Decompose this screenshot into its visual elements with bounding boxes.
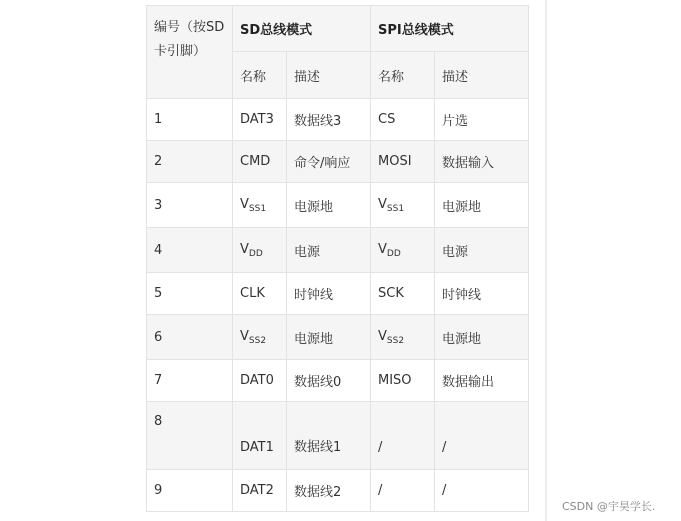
sd-desc: 数据线2 [287, 470, 371, 512]
sd-name-header: 名称 [233, 52, 287, 99]
pin-number: 1 [147, 99, 233, 141]
table-row [147, 141, 529, 183]
spi-name: / [371, 402, 435, 470]
sd-mode-header: SD总线模式 [233, 6, 371, 52]
sd-name: $V_{DD}$ [233, 228, 287, 273]
sd-desc-header: 描述 [287, 52, 371, 99]
sd-desc: 数据线0 [287, 360, 371, 402]
sd-name: DAT2 [233, 470, 287, 512]
table-header-row [147, 6, 529, 52]
spi-name: MOSI [371, 141, 435, 183]
pin-number: 8 [147, 402, 233, 470]
table-row [147, 273, 529, 315]
spi-desc: 数据输入 [435, 141, 529, 183]
pin-number: 5 [147, 273, 233, 315]
pin-number: 2 [147, 141, 233, 183]
sd-desc: 数据线1 [287, 402, 371, 470]
spi-desc-header: 描述 [435, 52, 529, 99]
sd-desc: 数据线3 [287, 99, 371, 141]
spi-name: $V_{DD}$ [371, 228, 435, 273]
sd-desc: 命令/响应 [287, 141, 371, 183]
spi-name: $V_{SS1}$ [371, 183, 435, 228]
pin-number: 3 [147, 183, 233, 228]
sd-pin-table [146, 5, 529, 512]
sd-name: CMD [233, 141, 287, 183]
table-row [147, 360, 529, 402]
sd-desc: 电源地 [287, 183, 371, 228]
spi-desc: / [435, 470, 529, 512]
spi-desc: 电源 [435, 228, 529, 273]
pin-number: 4 [147, 228, 233, 273]
sd-name: CLK [233, 273, 287, 315]
spi-desc: 片选 [435, 99, 529, 141]
sd-name: $V_{SS1}$ [233, 183, 287, 228]
spi-desc: 数据输出 [435, 360, 529, 402]
table-row [147, 183, 529, 228]
sd-desc: 时钟线 [287, 273, 371, 315]
table-row [147, 315, 529, 360]
spi-desc: 时钟线 [435, 273, 529, 315]
pin-number: 9 [147, 470, 233, 512]
pin-number: 7 [147, 360, 233, 402]
spi-name-header: 名称 [371, 52, 435, 99]
csdn-watermark: CSDN @宇昊学长. [562, 500, 656, 513]
spi-name: MISO [371, 360, 435, 402]
table-row [147, 470, 529, 512]
table-row [147, 402, 529, 470]
spi-name: / [371, 470, 435, 512]
sd-name: $V_{SS2}$ [233, 315, 287, 360]
spi-desc: 电源地 [435, 315, 529, 360]
sd-name: DAT1 [233, 402, 287, 470]
pin-number-header: 编号（按SD卡引脚） [147, 6, 233, 99]
spi-name: SCK [371, 273, 435, 315]
spi-name: $V_{SS2}$ [371, 315, 435, 360]
spi-desc: 电源地 [435, 183, 529, 228]
sd-name: DAT0 [233, 360, 287, 402]
spi-mode-header: SPI总线模式 [371, 6, 529, 52]
sd-desc: 电源 [287, 228, 371, 273]
sd-name: DAT3 [233, 99, 287, 141]
pin-number: 6 [147, 315, 233, 360]
sd-desc: 电源地 [287, 315, 371, 360]
spi-name: CS [371, 99, 435, 141]
table-row [147, 99, 529, 141]
spi-desc: / [435, 402, 529, 470]
page-divider [545, 0, 547, 521]
table-row [147, 228, 529, 273]
